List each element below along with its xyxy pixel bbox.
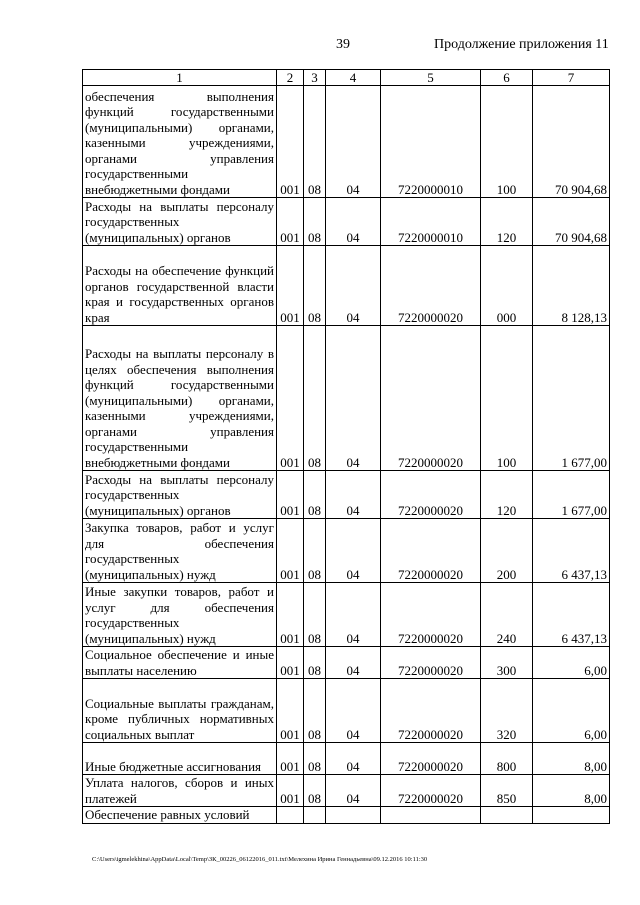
row-col-3: 08 — [304, 86, 326, 198]
row-col-5: 7220000020 — [381, 246, 481, 326]
row-col-3: 08 — [304, 471, 326, 519]
column-header-3: 3 — [304, 70, 326, 86]
row-col-2: 001 — [277, 471, 304, 519]
row-col-6: 240 — [481, 583, 533, 647]
row-col-2: 001 — [277, 743, 304, 775]
column-header-6: 6 — [481, 70, 533, 86]
column-header-7: 7 — [533, 70, 610, 86]
row-description: Социальное обеспечение и иные выплаты населению — [83, 647, 277, 679]
row-col-6: 800 — [481, 743, 533, 775]
row-col-4: 04 — [326, 86, 381, 198]
row-col-3: 08 — [304, 775, 326, 807]
table-header-row — [83, 70, 610, 86]
row-description: Расходы на обеспечение функций органов государственной власти края и государственных органов края — [83, 246, 277, 326]
row-amount: 70 904,68 — [533, 198, 610, 246]
row-description: Социальные выплаты гражданам, кроме публичных нормативных социальных выплат — [83, 679, 277, 743]
row-col-2 — [277, 807, 304, 824]
row-col-4: 04 — [326, 519, 381, 583]
table-row — [83, 86, 610, 198]
table-row — [83, 198, 610, 246]
row-col-6 — [481, 807, 533, 824]
row-col-3: 08 — [304, 583, 326, 647]
row-amount: 70 904,68 — [533, 86, 610, 198]
row-amount: 1 677,00 — [533, 471, 610, 519]
row-col-6: 120 — [481, 198, 533, 246]
row-col-2: 001 — [277, 246, 304, 326]
row-description: Иные бюджетные ассигнования — [83, 743, 277, 775]
table-row — [83, 807, 610, 824]
row-col-6: 300 — [481, 647, 533, 679]
row-description: обеспечения выполнения функций государственными (муниципальными) органами, казенными учреждениями, органами управления государственными внебюджетными фондами — [83, 86, 277, 198]
row-col-5: 7220000020 — [381, 679, 481, 743]
row-amount: 8,00 — [533, 775, 610, 807]
row-col-6: 100 — [481, 326, 533, 471]
row-col-5: 7220000020 — [381, 519, 481, 583]
row-description: Расходы на выплаты персоналу государственных (муниципальных) органов — [83, 198, 277, 246]
row-col-3: 08 — [304, 647, 326, 679]
row-col-2: 001 — [277, 583, 304, 647]
row-col-5: 7220000010 — [381, 198, 481, 246]
row-col-6: 320 — [481, 679, 533, 743]
row-description: Закупка товаров, работ и услуг для обеспечения государственных (муниципальных) нужд — [83, 519, 277, 583]
row-amount: 8 128,13 — [533, 246, 610, 326]
row-col-2: 001 — [277, 775, 304, 807]
table-row — [83, 583, 610, 647]
table-row — [83, 743, 610, 775]
row-col-4: 04 — [326, 583, 381, 647]
row-col-3: 08 — [304, 519, 326, 583]
column-header-2: 2 — [277, 70, 304, 86]
table-row — [83, 246, 610, 326]
row-amount: 6 437,13 — [533, 583, 610, 647]
row-col-5: 7220000020 — [381, 583, 481, 647]
row-col-5: 7220000020 — [381, 326, 481, 471]
page-number: 39 — [336, 37, 350, 52]
footer-file-path: C:\Users\igmelekhina\AppData\Local\Temp\ЗК_00226_06122016_011.txt\Мелехина Ирина Геннадьевна\09.12.2016 10:11:30 — [92, 856, 428, 863]
row-col-4: 04 — [326, 246, 381, 326]
row-col-5: 7220000020 — [381, 471, 481, 519]
table-row — [83, 519, 610, 583]
row-col-5: 7220000020 — [381, 775, 481, 807]
row-col-4: 04 — [326, 326, 381, 471]
row-description: Расходы на выплаты персоналу в целях обеспечения выполнения функций государственными (муниципальными) органами, казенными учреждениями, органами управления государственными внебюджетными фондами — [83, 326, 277, 471]
row-amount — [533, 807, 610, 824]
row-col-4: 04 — [326, 743, 381, 775]
row-col-4: 04 — [326, 679, 381, 743]
row-amount: 1 677,00 — [533, 326, 610, 471]
row-amount: 6 437,13 — [533, 519, 610, 583]
row-description: Иные закупки товаров, работ и услуг для обеспечения государственных (муниципальных) нужд — [83, 583, 277, 647]
row-col-3: 08 — [304, 198, 326, 246]
column-header-1: 1 — [83, 70, 277, 86]
row-col-5 — [381, 807, 481, 824]
row-col-2: 001 — [277, 679, 304, 743]
row-col-2: 001 — [277, 647, 304, 679]
row-col-3: 08 — [304, 743, 326, 775]
row-col-6: 850 — [481, 775, 533, 807]
table-row — [83, 471, 610, 519]
row-col-6: 000 — [481, 246, 533, 326]
appendix-continuation-label: Продолжение приложения 11 — [434, 37, 609, 52]
table-row — [83, 647, 610, 679]
row-col-3: 08 — [304, 326, 326, 471]
row-col-2: 001 — [277, 198, 304, 246]
row-col-5: 7220000020 — [381, 743, 481, 775]
row-amount: 8,00 — [533, 743, 610, 775]
row-amount: 6,00 — [533, 679, 610, 743]
row-description: Уплата налогов, сборов и иных платежей — [83, 775, 277, 807]
table-row — [83, 775, 610, 807]
row-col-2: 001 — [277, 86, 304, 198]
budget-table — [82, 69, 610, 824]
row-col-2: 001 — [277, 519, 304, 583]
table-row — [83, 326, 610, 471]
row-description: Расходы на выплаты персоналу государственных (муниципальных) органов — [83, 471, 277, 519]
row-col-3 — [304, 807, 326, 824]
row-col-5: 7220000010 — [381, 86, 481, 198]
column-header-4: 4 — [326, 70, 381, 86]
row-col-4: 04 — [326, 775, 381, 807]
row-amount: 6,00 — [533, 647, 610, 679]
row-col-4 — [326, 807, 381, 824]
row-col-3: 08 — [304, 679, 326, 743]
row-col-6: 100 — [481, 86, 533, 198]
row-col-5: 7220000020 — [381, 647, 481, 679]
row-col-6: 200 — [481, 519, 533, 583]
row-col-2: 001 — [277, 326, 304, 471]
row-col-4: 04 — [326, 647, 381, 679]
table-row — [83, 679, 610, 743]
row-col-6: 120 — [481, 471, 533, 519]
row-description: Обеспечение равных условий — [83, 807, 277, 824]
row-col-4: 04 — [326, 471, 381, 519]
row-col-4: 04 — [326, 198, 381, 246]
column-header-5: 5 — [381, 70, 481, 86]
row-col-3: 08 — [304, 246, 326, 326]
